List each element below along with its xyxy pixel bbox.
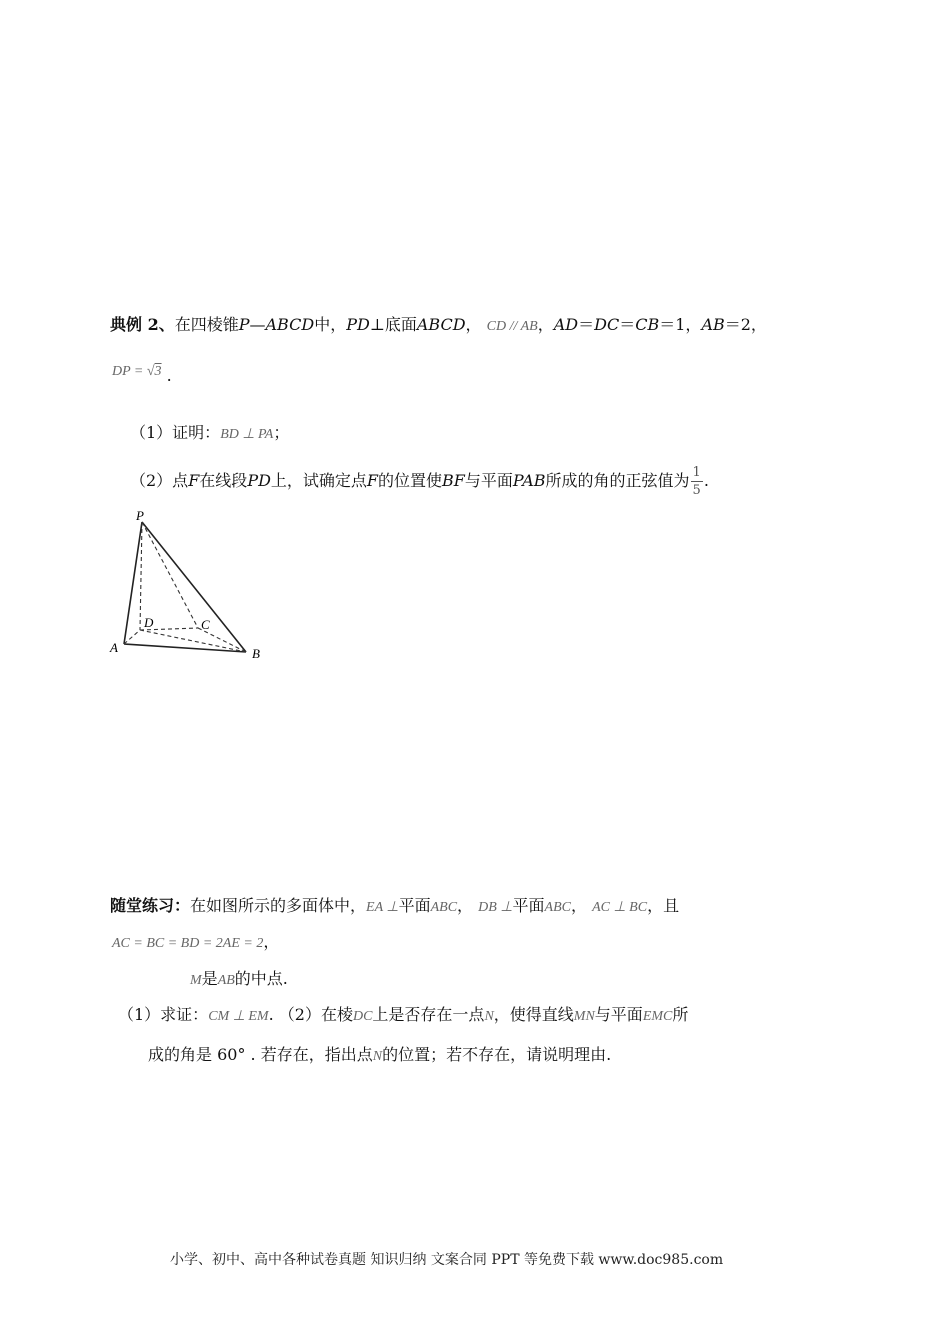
text: 所 [672, 1005, 689, 1024]
text: — [249, 315, 266, 334]
pyramid-figure [104, 508, 274, 668]
text: 在如图所示的多面体中， [190, 896, 367, 915]
text: 的中点. [234, 969, 288, 988]
text: （1）求证： [118, 1005, 209, 1024]
math-var: MN [573, 1009, 595, 1024]
example2-q1 [130, 420, 289, 443]
text: ，使得直线 [493, 1005, 574, 1024]
fraction [691, 466, 703, 497]
text: （1）证明： [130, 423, 221, 442]
math-var: DC [352, 1009, 373, 1024]
math-var: AB [217, 973, 235, 988]
text: 在四棱锥 [174, 315, 239, 334]
fraction-denominator: 5 [692, 483, 701, 498]
math-var: DC [594, 315, 620, 334]
text: ＝1， [659, 315, 702, 334]
math-var: F [366, 471, 379, 490]
label-B: B [252, 646, 260, 661]
math-expr: AC ⊥ BC [592, 900, 648, 915]
text: . [703, 471, 709, 490]
example2-heading: 典例 2、 [110, 315, 175, 334]
math-var: EMC [642, 1009, 673, 1024]
math-var: ABCD [265, 315, 315, 334]
math-expr: AC = BC = BD = 2AE = 2 [112, 936, 264, 951]
text: 的位置使 [378, 471, 443, 490]
text: 中， [314, 315, 347, 334]
text: 所成的角的正弦值为 [545, 471, 690, 490]
edge-AB [124, 644, 246, 652]
fraction-numerator: 1 [692, 465, 701, 480]
text: . [166, 366, 172, 385]
math-var: ABCD [416, 315, 466, 334]
text: 在线段 [199, 471, 248, 490]
example2-line2 [112, 360, 172, 385]
math-var: N [372, 1049, 383, 1064]
label-A: A [110, 640, 118, 655]
math-var: AD [553, 315, 579, 334]
math-var: F [188, 471, 200, 490]
practice-line2 [112, 929, 279, 952]
math-var: AB [701, 315, 725, 334]
example2-line1 [110, 312, 767, 335]
practice-line4 [118, 1002, 688, 1025]
text: （2）点 [130, 471, 189, 490]
math-var: N [484, 1009, 494, 1024]
text: ， [570, 896, 587, 915]
text: 平面 [512, 896, 545, 915]
math-expr: DB ⊥ [478, 900, 513, 915]
edge-PB [142, 522, 246, 652]
text: 的位置；若不存在，请说明理由. [382, 1045, 612, 1064]
page-footer: 小学、初中、高中各种试卷真题 知识归纳 文案合同 PPT 等免费下载 www.doc985.com [170, 1252, 724, 1268]
text: ＝2， [724, 315, 767, 334]
math-var: M [190, 973, 202, 988]
math-expr: ABC [544, 900, 571, 915]
math-expr: ABC [430, 900, 458, 915]
math-var: PD [247, 471, 271, 490]
text: ＝ [619, 315, 636, 334]
text: 与平面 [464, 471, 513, 490]
practice-heading: 随堂练习： [110, 896, 191, 915]
math-expr: EA ⊥ [366, 900, 399, 915]
math-expr: CD // AB [486, 319, 538, 334]
text: ； [273, 423, 290, 442]
math-expr: 3 [154, 364, 162, 379]
text: ，且 [647, 896, 680, 915]
text: ， [537, 315, 554, 334]
text: ， [263, 932, 280, 951]
practice-line5 [148, 1042, 611, 1065]
math-var: BF [442, 471, 465, 490]
math-expr: CM ⊥ EM [208, 1009, 269, 1024]
label-P: P [136, 508, 144, 523]
text: ， [465, 315, 482, 334]
text: ⊥底面 [369, 315, 417, 334]
edge-PC [142, 522, 198, 628]
label-D: D [144, 615, 154, 630]
math-var: CB [635, 315, 660, 334]
text: 与平面 [594, 1005, 643, 1024]
text: 成的角是 60° . 若存在，指出点 [148, 1045, 373, 1064]
text: 是 [201, 969, 218, 988]
math-var: PD [346, 315, 370, 334]
text: 上是否存在一点 [372, 1005, 485, 1024]
text: . （2）在棱 [268, 1005, 353, 1024]
text: 平面 [398, 896, 431, 915]
math-expr: DP = √ [112, 364, 155, 379]
edge-PA [124, 522, 142, 644]
math-var: PAB [512, 471, 546, 490]
practice-line3 [190, 966, 288, 989]
math-expr: BD ⊥ PA [220, 427, 274, 442]
label-C: C [201, 617, 210, 632]
math-var: P [238, 315, 250, 334]
practice-line1 [110, 893, 679, 916]
text: 上，试确定点 [270, 471, 367, 490]
example2-q2 [130, 466, 709, 497]
text: ， [457, 896, 474, 915]
text: ＝ [578, 315, 595, 334]
